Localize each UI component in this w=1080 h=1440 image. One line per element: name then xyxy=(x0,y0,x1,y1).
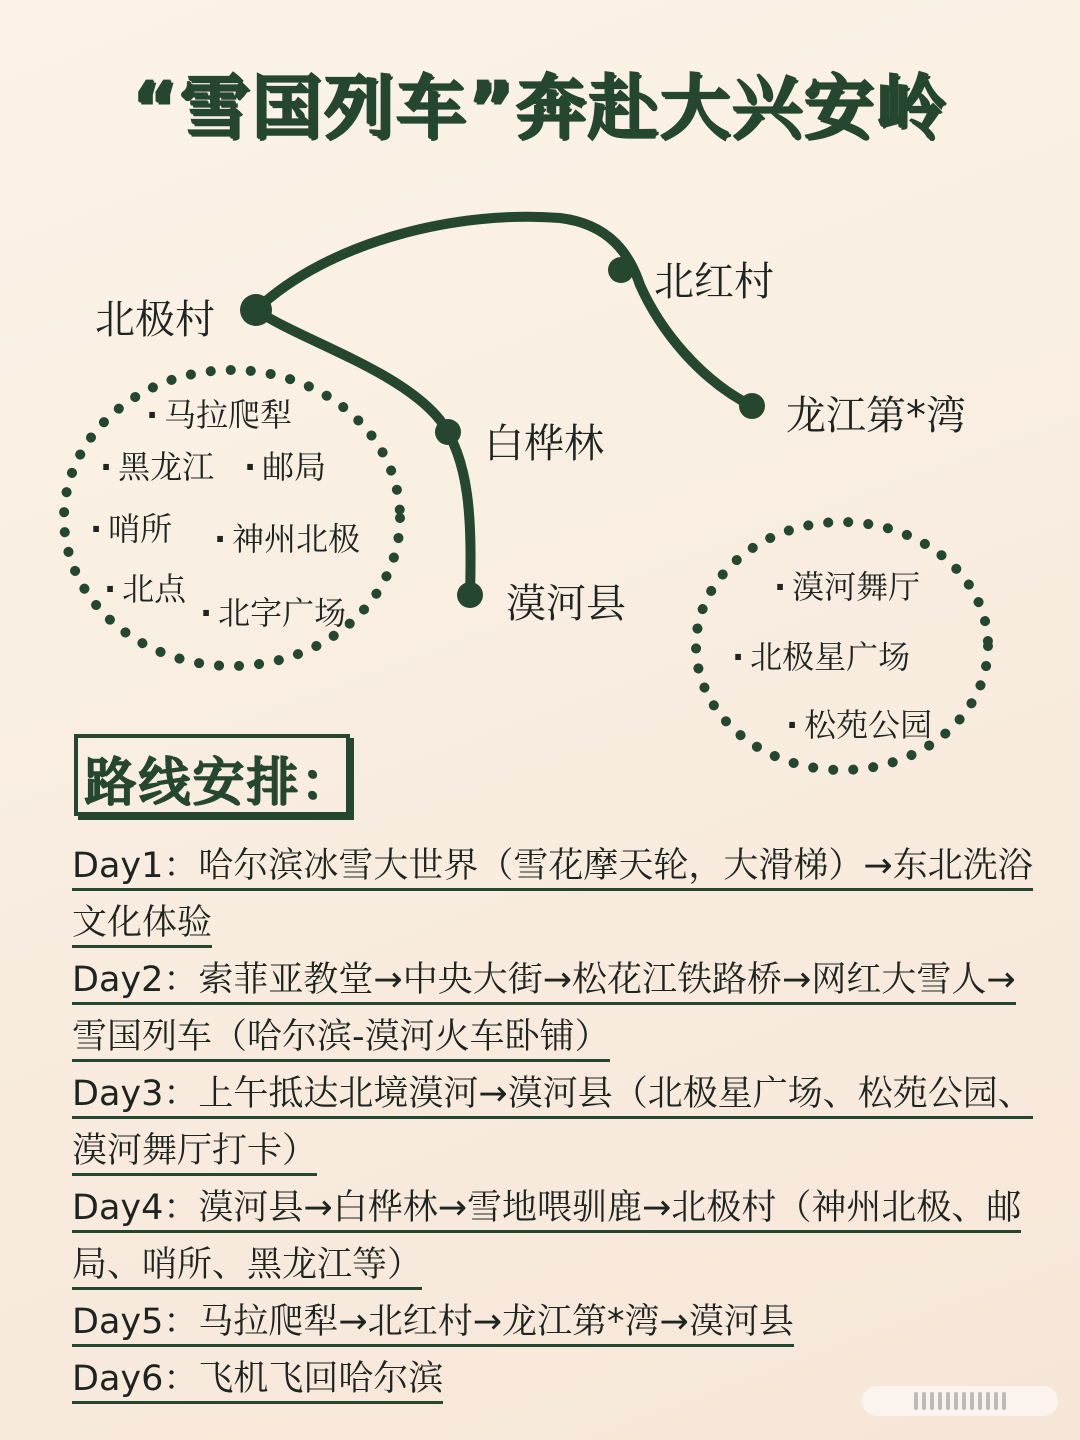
station-beiji-label: 北极村 xyxy=(95,297,215,343)
day-text: Day4：漠河县→白桦林→雪地喂驯鹿→北极村（神州北极、邮局、哨所、黑龙江等） xyxy=(72,1188,1021,1290)
station-dot-beihong xyxy=(608,257,634,283)
spot-label: · 黑龙江 xyxy=(100,442,214,488)
day-text: Day1：哈尔滨冰雪大世界（雪花摩天轮，大滑梯）→东北洗浴文化体验 xyxy=(72,846,1033,948)
day-text: Day2：索菲亚教堂→中央大街→松花江铁路桥→网红大雪人→雪国列车（哈尔滨-漠河火车卧铺） xyxy=(72,960,1016,1062)
route-line-north xyxy=(256,217,752,406)
spot-label: · 北字广场 xyxy=(200,588,346,634)
spot-label: · 神州北极 xyxy=(214,514,360,560)
station-dot-mohe xyxy=(457,582,483,608)
spot-label: · 马拉爬犁 xyxy=(146,390,292,436)
day-text: Day3：上午抵达北境漠河→漠河县（北极星广场、松苑公园、漠河舞厅打卡） xyxy=(72,1074,1033,1176)
spot-label: · 邮局 xyxy=(244,442,326,488)
station-longjiang-label: 龙江第*湾 xyxy=(786,393,966,439)
spot-label: · 北点 xyxy=(104,564,186,610)
route-section-title: 路线安排： xyxy=(84,753,355,813)
station-dot-baihua xyxy=(435,419,461,445)
day-item xyxy=(72,952,1042,1066)
itinerary-list xyxy=(72,838,1042,1408)
day-item xyxy=(72,1180,1042,1294)
station-baihua-label: 白桦林 xyxy=(484,421,604,467)
day-item xyxy=(72,838,1042,952)
spot-label: · 北极星广场 xyxy=(732,632,910,678)
station-dot-longjiang xyxy=(739,393,765,419)
spot-label: · 松苑公园 xyxy=(786,700,932,746)
day-text: Day5：马拉爬犁→北红村→龙江第*湾→漠河县 xyxy=(72,1302,794,1347)
spot-label: · 哨所 xyxy=(90,504,172,550)
station-beihong-label: 北红村 xyxy=(654,259,774,305)
day-item xyxy=(72,1294,1042,1351)
day-item xyxy=(72,1066,1042,1180)
spot-label: · 漠河舞厅 xyxy=(774,562,920,608)
station-mohe-label: 漠河县 xyxy=(506,581,626,627)
image-pager-indicator[interactable] xyxy=(862,1386,1058,1416)
station-dot-beiji xyxy=(240,294,272,326)
day-text: Day6：飞机飞回哈尔滨 xyxy=(72,1359,443,1404)
page-title: “雪国列车”奔赴大兴安岭 xyxy=(131,67,948,149)
